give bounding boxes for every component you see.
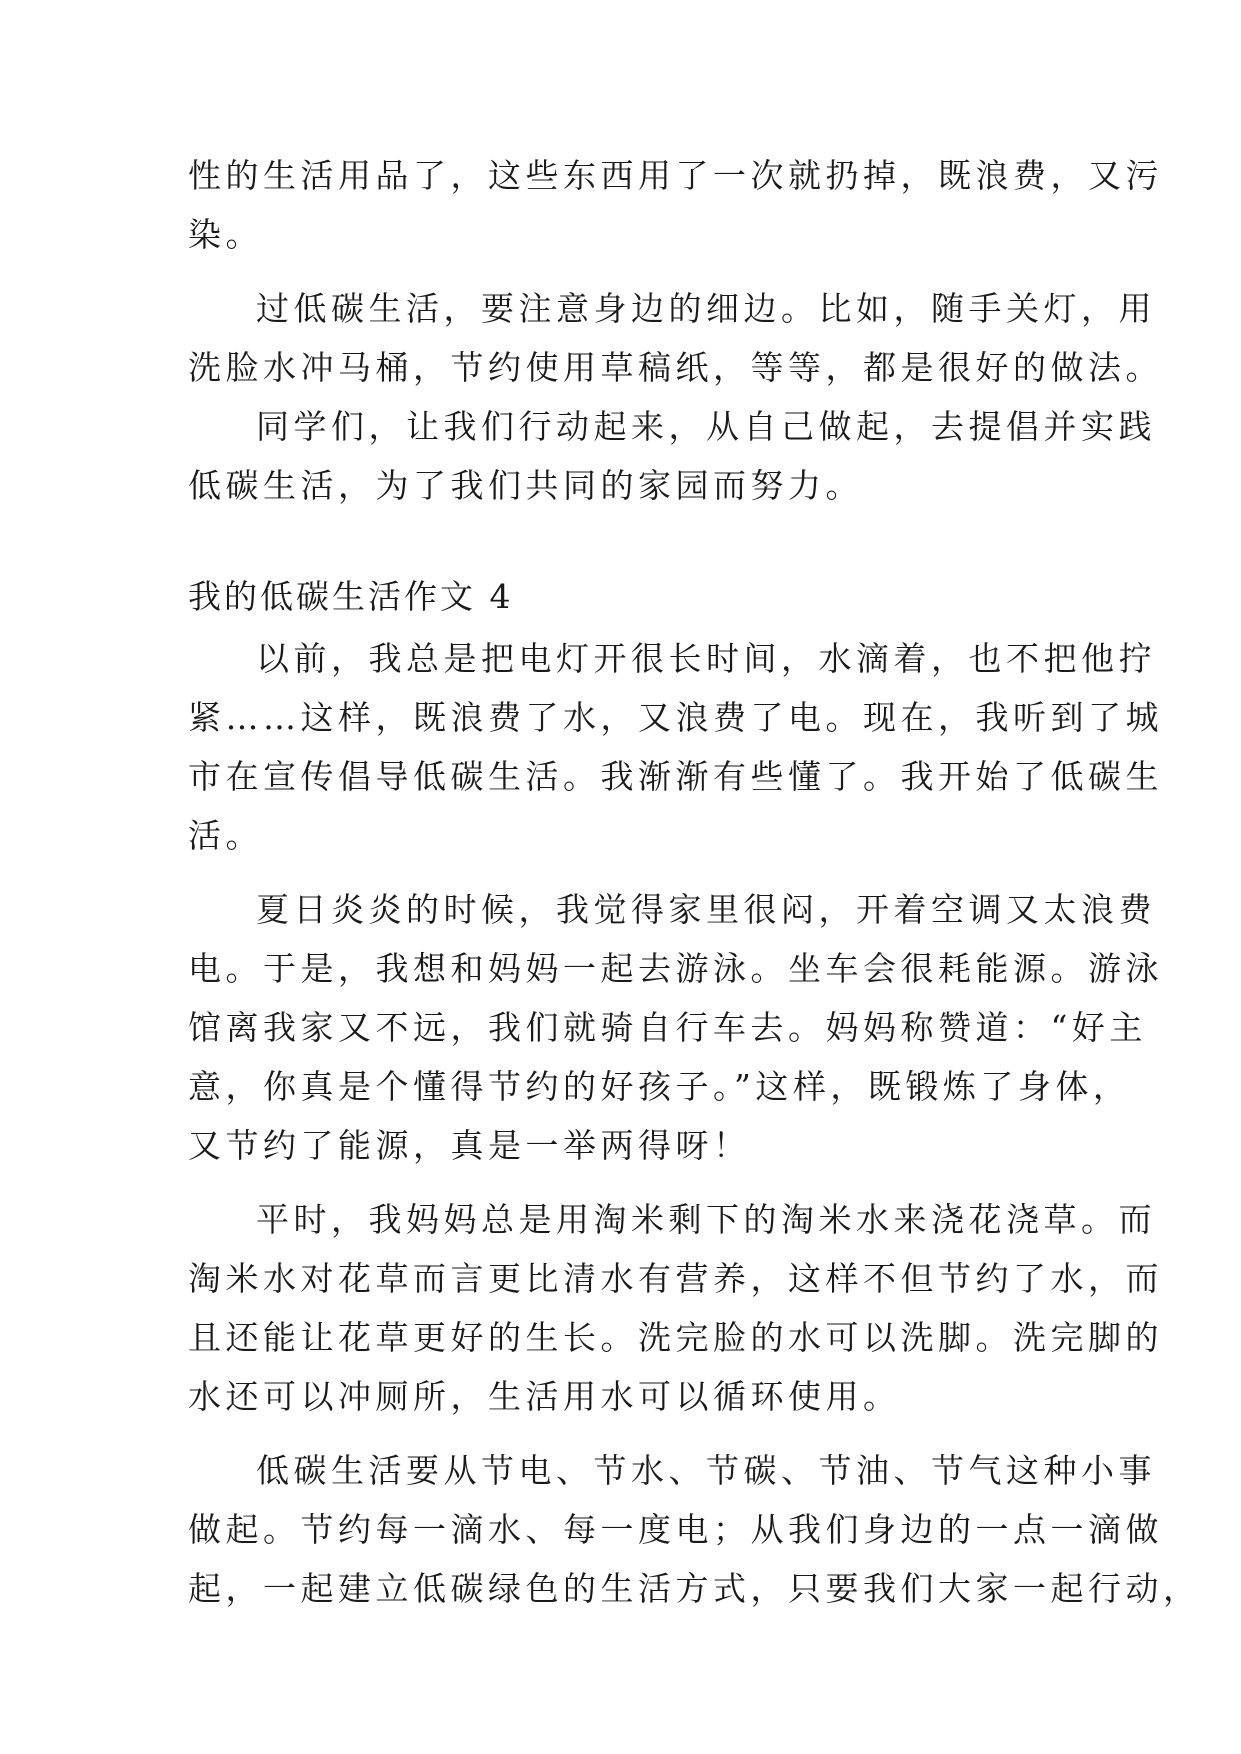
paragraph-line: 活。 — [188, 816, 263, 855]
paragraph-line: 同学们，让我们行动起来，从自己做起，去提倡并实践 — [256, 407, 1156, 446]
paragraph-line: 性的生活用品了，这些东西用了一次就扔掉，既浪费，又污 — [188, 156, 1163, 195]
paragraph-line: 以前，我总是把电灯开很长时间，水滴着，也不把他拧 — [256, 639, 1156, 678]
section-title: 我的低碳生活作文 4 — [188, 577, 514, 616]
paragraph-line: 低碳生活，为了我们共同的家园而努力。 — [188, 466, 863, 505]
paragraph-line: 意，你真是个懂得节约的好孩子。”这样，既锻炼了身体， — [188, 1067, 1131, 1106]
paragraph-line: 馆离我家又不远，我们就骑自行车去。妈妈称赞道：“好主 — [188, 1008, 1147, 1047]
paragraph-line: 且还能让花草更好的生长。洗完脸的水可以洗脚。洗完脚的 — [188, 1318, 1163, 1357]
paragraph-line: 夏日炎炎的时候，我觉得家里很闷，开着空调又太浪费 — [256, 890, 1156, 929]
paragraph-line: 平时，我妈妈总是用淘米剩下的淘米水来浇花浇草。而 — [256, 1200, 1156, 1239]
paragraph-line: 过低碳生活，要注意身边的细边。比如，随手关灯，用 — [256, 289, 1156, 328]
paragraph-line: 市在宣传倡导低碳生活。我渐渐有些懂了。我开始了低碳生 — [188, 757, 1163, 796]
paragraph-line: 起，一起建立低碳绿色的生活方式，只要我们大家一起行动， — [188, 1569, 1201, 1608]
paragraph-line: 水还可以冲厕所，生活用水可以循环使用。 — [188, 1377, 901, 1416]
paragraph-line: 低碳生活要从节电、节水、节碳、节油、节气这种小事 — [256, 1451, 1156, 1490]
paragraph-line: 洗脸水冲马桶，节约使用草稿纸，等等，都是很好的做法。 — [188, 348, 1163, 387]
paragraph-line: 又节约了能源，真是一举两得呀！ — [188, 1126, 751, 1165]
paragraph-line: 染。 — [188, 215, 263, 254]
paragraph-line: 紧……这样，既浪费了水，又浪费了电。现在，我听到了城 — [188, 698, 1163, 737]
paragraph-line: 做起。节约每一滴水、每一度电；从我们身边的一点一滴做 — [188, 1510, 1163, 1549]
paragraph-line: 电。于是，我想和妈妈一起去游泳。坐车会很耗能源。游泳 — [188, 949, 1163, 988]
paragraph-line: 淘米水对花草而言更比清水有营养，这样不但节约了水，而 — [188, 1259, 1163, 1298]
